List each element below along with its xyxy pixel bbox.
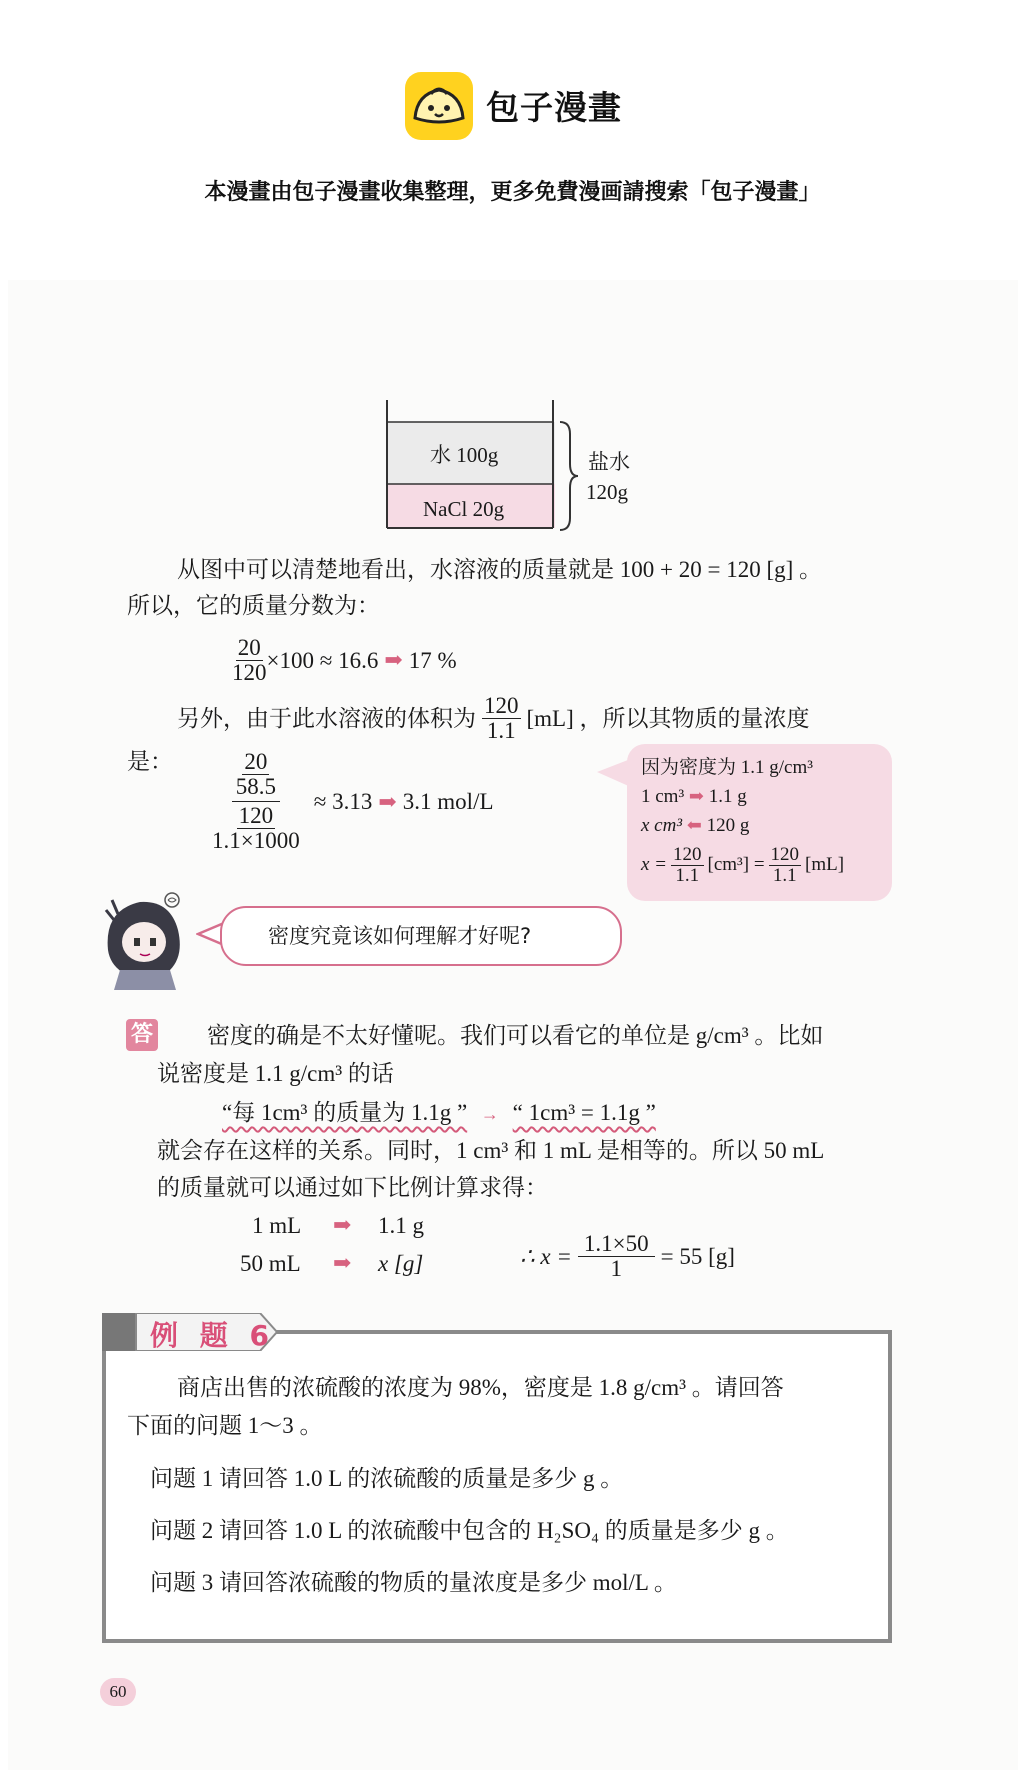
fraction-numerator: 120 <box>238 803 274 829</box>
therefore: ∴ x = <box>520 1243 572 1269</box>
answer-badge: 答 <box>126 1019 158 1051</box>
equation-result: 17 % <box>408 647 457 673</box>
arrow-right-icon: ➡ <box>384 647 403 673</box>
arrow-right-icon: → <box>480 1104 499 1124</box>
note-line2-a: 1 cm³ <box>641 786 685 807</box>
manga-girl-icon <box>100 890 196 990</box>
fraction-numerator: 20 <box>237 635 261 660</box>
question-3: 问题 3 请回答浓硫酸的物质的量浓度是多少 mol/L 。 <box>150 1570 677 1595</box>
equation-result: 3.1 mol/L <box>402 788 494 814</box>
fraction-denominator: 1.1 <box>486 718 516 744</box>
answer-line2: 说密度是 1.1 g/cm³ 的话 <box>157 1061 394 1086</box>
quote-2: “ 1cm³ = 1.1g ” <box>512 1100 656 1125</box>
note-line3-b: 120 g <box>706 815 750 836</box>
brace-icon <box>558 420 580 532</box>
fraction-denominator: 120 <box>232 660 267 686</box>
page-number: 60 <box>100 1678 136 1706</box>
water-label: 水 100g <box>430 443 499 467</box>
salt-label: NaCl 20g <box>423 497 505 521</box>
para1-line1: 从图中可以清楚地看出，水溶液的质量就是 100 + 20 = 120 [g] 。 <box>177 557 823 582</box>
quote-1: “每 1cm³ 的质量为 1.1g ” <box>222 1100 468 1125</box>
equation-molarity <box>212 750 494 854</box>
calc-result: = 55 [g] <box>660 1243 735 1269</box>
ratio-row2-b: x [g] <box>378 1251 424 1276</box>
arrow-right-icon: ➡ <box>378 788 397 814</box>
compound-fraction <box>212 750 300 854</box>
para2-suffix: [mL] ，所以其物质的量浓度 <box>526 705 810 731</box>
fraction <box>232 636 267 685</box>
equation-mass-fraction <box>232 636 457 685</box>
fraction-numerator: 120 <box>673 844 702 865</box>
answer-line1: 密度的确是不太好懂呢。我们可以看它的单位是 g/cm³ 。比如 <box>207 1023 824 1048</box>
arrow-left-icon: ⬅ <box>686 815 702 835</box>
speech-text: 密度究竟该如何理解才好呢? <box>268 924 532 948</box>
note-unit-1: [cm³] = <box>707 854 765 876</box>
answer-quote-line <box>222 1099 656 1127</box>
brand-name: 包子漫畫 <box>486 88 622 127</box>
fraction-numerator: 1.1×50 <box>578 1232 655 1257</box>
ratio-row1-a: 1 mL <box>252 1213 302 1238</box>
note-line1: 因为密度为 1.1 g/cm³ <box>641 757 813 778</box>
answer-line4: 就会存在这样的关系。同时，1 cm³ 和 1 mL 是相等的。所以 50 mL <box>157 1138 825 1163</box>
ratio-row1-b: 1.1 g <box>378 1213 424 1238</box>
fraction-denominator: 1.1×1000 <box>212 828 300 854</box>
fraction-numerator: 120 <box>484 693 519 718</box>
arrow-right-icon: ➡ <box>688 786 705 806</box>
example-title: 例 题 6 <box>150 1319 275 1352</box>
fraction-denominator: 1.1 <box>675 864 700 886</box>
lower-fraction <box>212 802 300 853</box>
banner-text: 本漫畫由包子漫畫收集整理，更多免費漫画請搜索「包子漫畫」 <box>204 180 821 205</box>
fraction-denominator: 58.5 <box>235 774 276 800</box>
note-line4 <box>641 845 844 886</box>
volume-fraction <box>482 694 521 743</box>
note-line2 <box>641 786 747 809</box>
calc-equation <box>520 1232 735 1281</box>
note-fraction-1 <box>671 845 704 886</box>
calc-fraction <box>578 1232 655 1281</box>
answer-line5: 的质量就可以通过如下比例计算求得： <box>157 1175 548 1200</box>
note-line3-a: x cm³ <box>641 815 683 836</box>
ratio-row2-a: 50 mL <box>240 1251 301 1276</box>
para1-line2: 所以，它的质量分数为： <box>127 593 380 618</box>
fraction-numerator: 120 <box>770 844 800 865</box>
para2-line2: 是： <box>127 749 173 774</box>
example-line2: 下面的问题 1～3 。 <box>127 1413 323 1438</box>
para2-prefix: 另外，由于此水溶液的体积为 <box>177 705 476 731</box>
equation-approx: ≈ 3.13 <box>313 788 373 814</box>
note-fraction-2 <box>769 845 802 886</box>
brace-label-2: 120g <box>586 480 628 504</box>
para2-line1 <box>177 694 810 743</box>
question-2: 问题 2 请回答 1.0 L 的浓硫酸中包含的 H₂SO₄ 的质量是多少 g 。 <box>150 1518 789 1543</box>
example-line1: 商店出售的浓硫酸的浓度为 98%，密度是 1.8 g/cm³ 。请回答 <box>177 1375 784 1400</box>
note-line2-b: 1.1 g <box>708 786 747 807</box>
arrow-right-icon: ➡ <box>333 1212 352 1237</box>
arrow-right-icon: ➡ <box>333 1250 352 1275</box>
upper-fraction <box>232 750 280 802</box>
equation-rest: ×100 ≈ 16.6 <box>266 647 379 673</box>
note-line3 <box>641 815 749 838</box>
note-x: x = <box>641 854 668 876</box>
fraction-numerator: 20 <box>244 749 268 774</box>
question-1: 问题 1 请回答 1.0 L 的浓硫酸的质量是多少 g 。 <box>150 1466 624 1491</box>
baozi-logo-icon <box>405 72 473 140</box>
note-unit-2: [mL] <box>805 854 845 876</box>
fraction-denominator: 1.1 <box>772 864 797 886</box>
brace-label-1: 盐水 <box>588 450 630 474</box>
fraction-denominator: 1 <box>610 1256 622 1282</box>
